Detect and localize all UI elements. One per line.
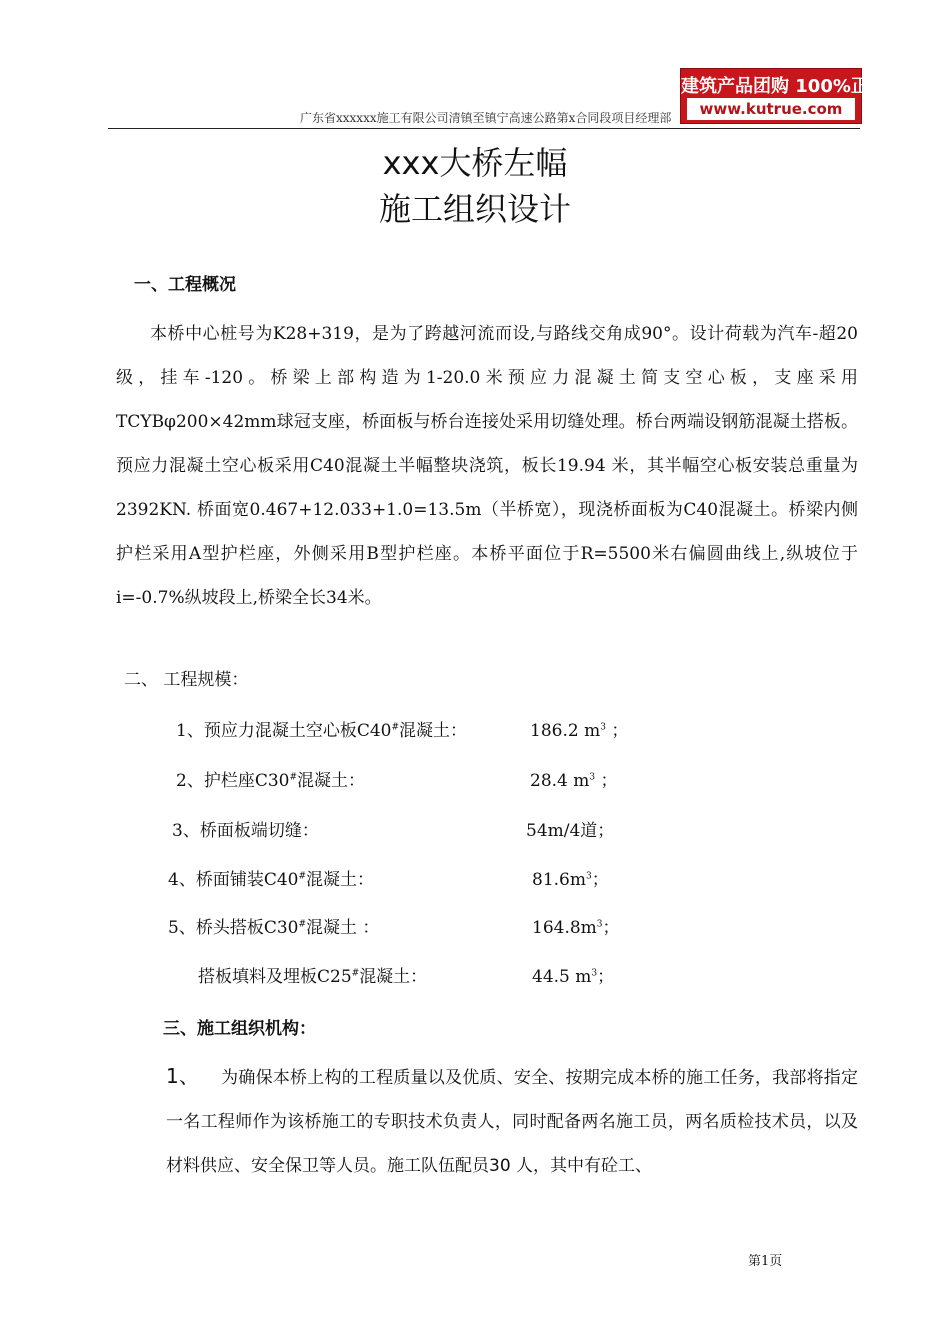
scale-item-value: 186.2 $m^3$ ； (530, 721, 629, 741)
scale-item-value: $164.8m^3$； (532, 918, 620, 938)
section-1-paragraph: 本桥中心桩号为K28+319，是为了跨越河流而设,与路线交角成90°。设计荷载为汽车-超20级，挂车-120。桥梁上部构造为1-20.0米预应力混凝土简支空心板，支座采用TCYBφ200×42mm球冠支座，桥面板与桥台连接处采用切缝处理。桥台两端设钢筋混凝土搭板。预应力混凝土空心板采用C40混凝土半幅整块浇筑，板长19.94 米，其半幅空心板安装总重量为2392KN. 桥面宽0.467+12.033+1.0=13.5m（半桥宽），现浇桥面板为C40混凝土。桥梁内侧护栏采用A型护栏座，外侧采用B型护栏座。本桥平面位于R=5500米右偏圆曲线上,纵坡位于i=-0.7%纵坡段上,桥梁全长34米。 (116, 324, 858, 608)
section-3-heading: 三、施工组织机构： (163, 1019, 316, 1039)
scale-item-label: 3、桥面板端切缝： (172, 821, 319, 841)
section-1-heading: 一、工程概况 (134, 275, 236, 295)
scale-item-label: 搭板填料及埋板C25#混凝土： (198, 967, 428, 987)
section-2-heading: 二、 工程规模： (124, 670, 249, 690)
logo-url: www.kutrue.com (687, 98, 855, 120)
scale-item-label: 4、桥面铺装C40#混凝土： (168, 870, 375, 890)
scale-item-value: 54m/4道； (526, 821, 615, 841)
running-header: 广东省xxxxxx施工有限公司清镇至镇宁高速公路第x合同段项目经理部 (300, 111, 672, 125)
logo-slogan: 建筑产品团购 100%正品 (681, 76, 887, 97)
scale-item-value: 44.5 $m^3$； (532, 967, 615, 987)
kutrue-logo (680, 68, 887, 124)
document-subtitle: 施工组织设计 (378, 190, 571, 228)
section-3-text: 为确保本桥上构的工程质量以及优质、安全、按期完成本桥的施工任务，我部将指定一名工程师作为该桥施工的专职技术负责人，同时配备两名施工员，两名质检技术员，以及材料供应、安全保卫等人员。施工队伍配员30 人，其中有砼工、 (166, 1068, 859, 1176)
scale-item-value: $81.6m^3$； (532, 870, 609, 890)
scale-item-label: 5、桥头搭板C30#混凝土 ： (168, 918, 380, 938)
document-title: xxx大桥左幅 (382, 144, 568, 182)
header-rule (108, 128, 860, 129)
section-3-paragraph (166, 1054, 858, 1188)
scale-item-label: 2、护栏座C30#混凝土： (176, 771, 366, 791)
scale-item-label: 1、预应力混凝土空心板C40#混凝土： (176, 721, 468, 741)
list-number: 1、 (166, 1064, 200, 1088)
page-number: 第1页 (748, 1254, 783, 1269)
scale-item-value: 28.4 $m^3$ ； (530, 771, 618, 791)
